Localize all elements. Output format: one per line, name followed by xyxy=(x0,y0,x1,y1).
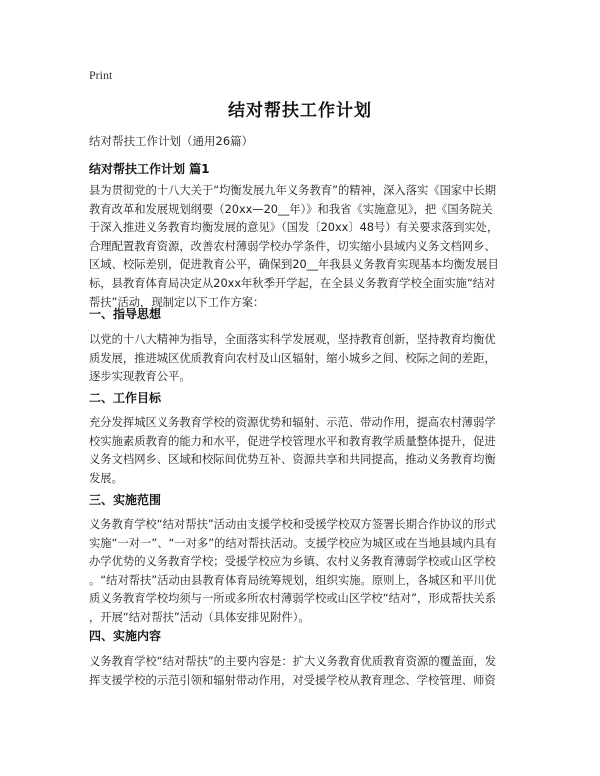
paragraph-line: 义务教育学校“结对帮扶”的主要内容是：扩大义务教育优质教育资源的覆盖面，发 xyxy=(89,655,497,668)
section-paragraph xyxy=(89,516,517,628)
paragraph-line: 帮扶”活动，现制定以下工作方案： xyxy=(89,295,265,309)
document-title: 结对帮扶工作计划 xyxy=(228,101,372,121)
paragraph-line: 于深入推进义务教育均衡发展的意见》（国发〔20xx〕48号）有关要求落到实处， xyxy=(89,221,499,235)
paragraph-line: 校实施素质教育的能力和水平，促进学校管理水平和教育教学质量整体提升，促进 xyxy=(89,434,496,448)
paragraph-line: 办学优势的义务教育学校；受援学校应为乡镇、农村义务教育薄弱学校或山区学校 xyxy=(89,555,496,569)
intro-paragraph xyxy=(89,182,517,312)
paragraph-line: 充分发挥城区义务教育学校的资源优势和辐射、示范、带动作用，提高农村薄弱学 xyxy=(89,416,496,429)
print-link[interactable]: Print xyxy=(89,68,113,82)
paragraph-line: 义务文档网乡、区域和校际间优势互补、资源共享和共同提高，推动义务教育均衡 xyxy=(89,453,496,467)
section-heading-scope: 三、实施范围 xyxy=(89,493,162,507)
section-heading-content: 四、实施内容 xyxy=(89,629,162,643)
paragraph-line: 挥支援学校的示范引领和辐射带动作用，对受援学校从教育理念、学校管理、师资 xyxy=(89,673,496,687)
section-paragraph xyxy=(89,653,517,690)
paragraph-line: 质发展，推进城区优质教育向农村及山区辐射，缩小城乡之间、校际之间的差距， xyxy=(89,351,496,365)
paragraph-line: 实施“一对一”、“一对多”的结对帮扶活动。支援学校应为城区或在当地县域内具有 xyxy=(89,536,497,550)
section-paragraph xyxy=(89,414,517,488)
paragraph-line: 发展。 xyxy=(89,471,123,485)
paragraph-line: ，开展“结对帮扶”活动（具体安排见附件）。 xyxy=(89,610,310,624)
paragraph-line: 逐步实现教育公平。 xyxy=(89,370,191,384)
paragraph-line: 标，县教育体育局决定从20xx年秋季开学起，在全县义务教育学校全面实施“结对 xyxy=(89,276,496,290)
section-heading-goals: 二、工作目标 xyxy=(89,391,162,405)
section-paragraph xyxy=(89,331,517,387)
paragraph-line: 县为贯彻党的十八大关于“均衡发展九年义务教育”的精神，深入落实《国家中长期 xyxy=(89,184,497,197)
article-heading: 结对帮扶工作计划 篇1 xyxy=(89,162,210,176)
paragraph-line: 以党的十八大精神为指导，全面落实科学发展观，坚持教育创新，坚持教育均衡优 xyxy=(89,333,496,346)
paragraph-line: 。“结对帮扶”活动由县教育体育局统筹规划，组织实施。原则上，各城区和平川优 xyxy=(89,573,497,587)
section-heading-guiding-ideology: 一、指导思想 xyxy=(89,307,162,321)
paragraph-line: 质义务教育学校均须与一所或多所农村薄弱学校或山区学校“结对”，形成帮扶关系 xyxy=(89,592,497,606)
paragraph-line: 合理配置教育资源，改善农村薄弱学校办学条件，切实缩小县域内义务文档网乡、 xyxy=(89,239,496,253)
paragraph-line: 教育改革和发展规划纲要（20xx—20__年）》和我省《实施意见》，把《国务院关 xyxy=(89,202,493,216)
document-subtitle: 结对帮扶工作计划（通用26篇） xyxy=(89,134,254,148)
paragraph-line: 义务教育学校“结对帮扶”活动由支援学校和受援学校双方签署长期合作协议的形式 xyxy=(89,518,497,531)
paragraph-line: 区域、校际差别，促进教育公平，确保到20__年我县义务教育实现基本均衡发展目 xyxy=(89,258,499,272)
